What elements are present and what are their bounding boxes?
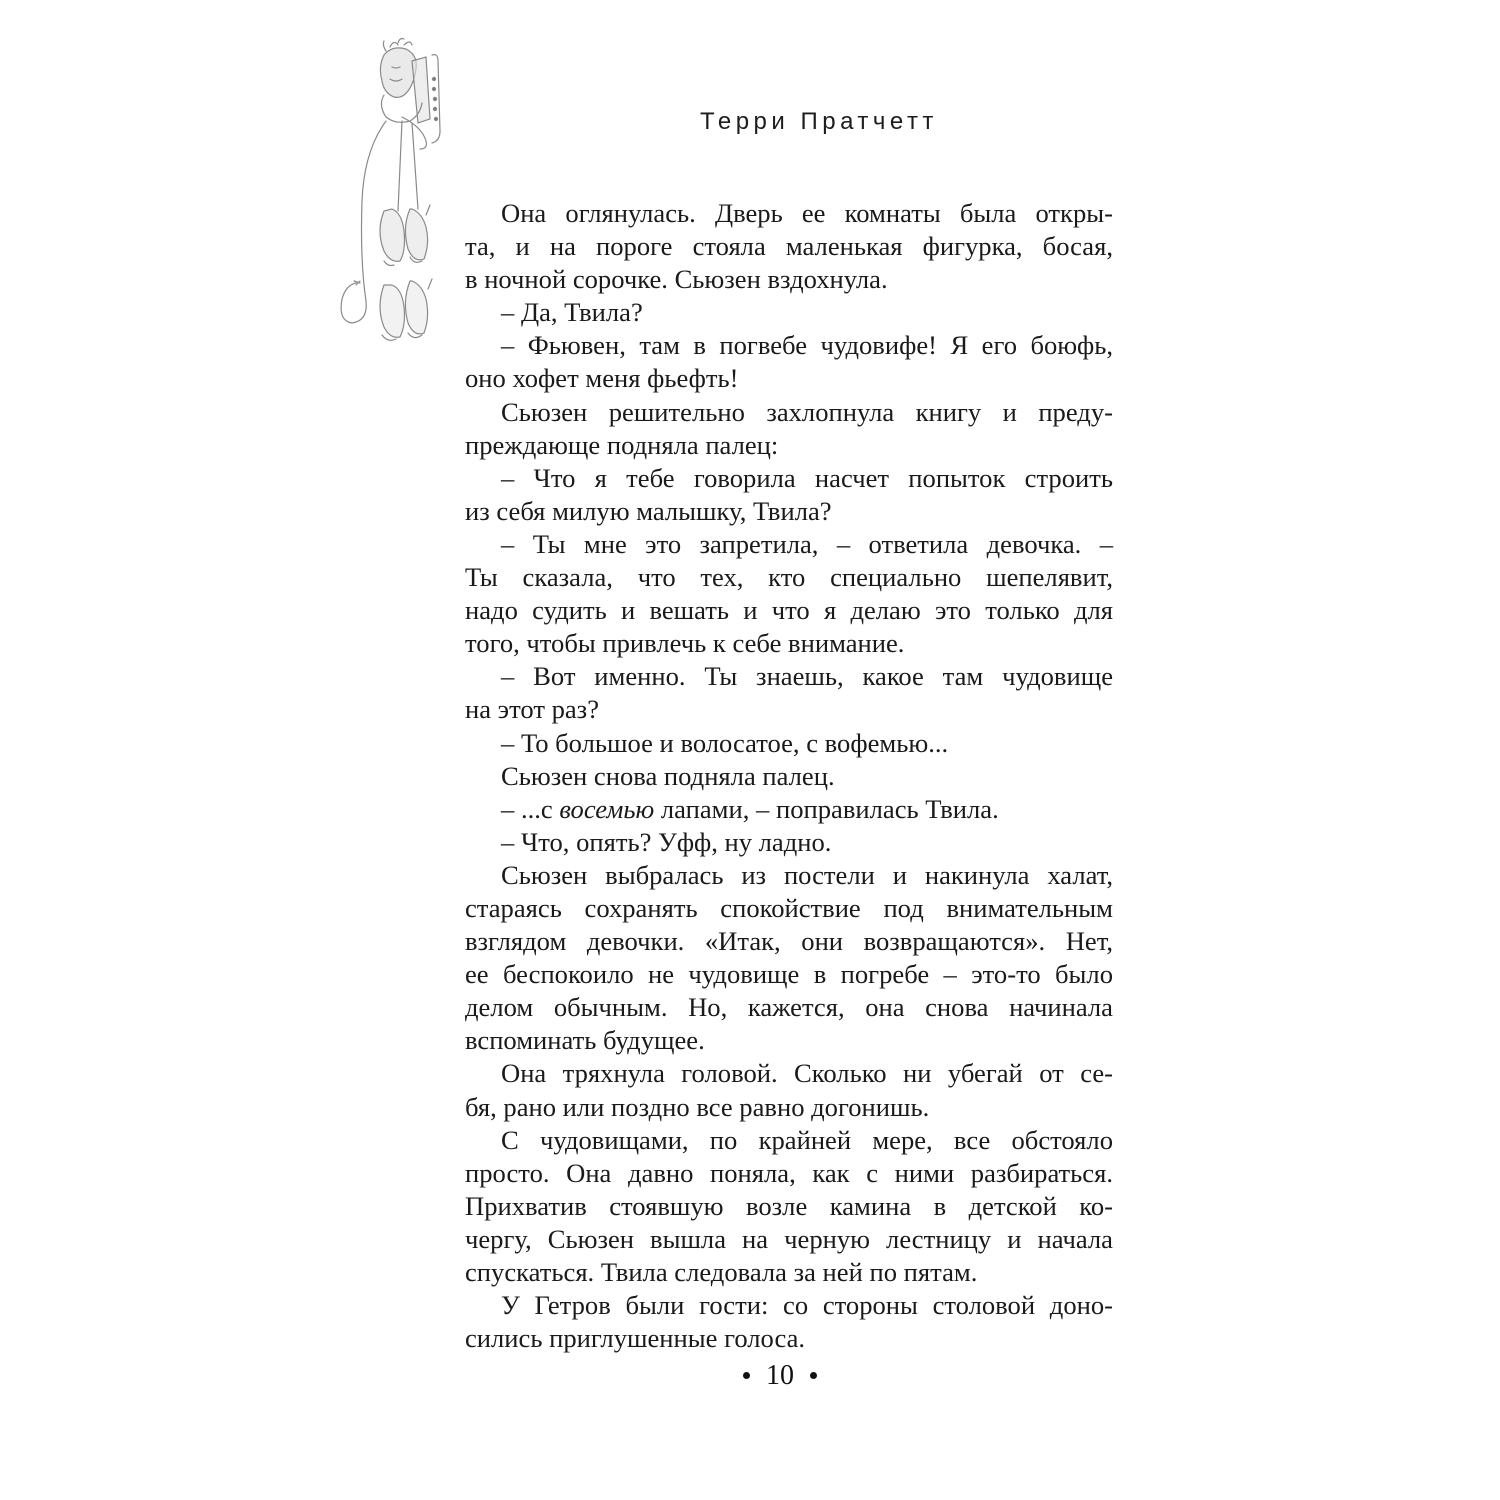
text-line: Она тряхнула головой. Сколько ни убегай от се- xyxy=(501,1058,1113,1089)
text-line: – Вот именно. Ты знаешь, какое там чудовище xyxy=(501,661,1113,692)
text-line: – Что, опять? Уфф, ну ладно. xyxy=(501,826,832,857)
text-line xyxy=(465,793,1113,826)
text-line: стараясь сохранять спокойствие под внимательным xyxy=(465,892,1113,923)
text-line: надо судить и вешать и что я делаю это только для xyxy=(465,595,1113,626)
text-line: У Гетров были гости: со стороны столовой доно- xyxy=(501,1290,1113,1321)
text-line: просто. Она давно поняла, как с ними разбираться. xyxy=(465,1157,1113,1188)
text-line: – Да, Твила? xyxy=(501,297,643,328)
text-line: спускаться. Твила следовала за ней по пятам. xyxy=(465,1257,978,1287)
text-line: Она оглянулась. Дверь ее комнаты была откры- xyxy=(501,198,1113,228)
italic-emphasis: восемью xyxy=(559,793,655,824)
text-line: ее беспокоило не чудовище в погребе – это-то было xyxy=(465,959,1113,990)
page-number xyxy=(700,1358,860,1394)
text-line: Прихватив стоявшую возле камина в детской ко- xyxy=(465,1190,1113,1221)
text-line: Ты сказала, что тех, кто специально шепелявит, xyxy=(465,562,1113,593)
text-line: Сьюзен выбралась из постели и накинула халат, xyxy=(501,859,1113,890)
sketch-figure-illustration-icon xyxy=(340,35,470,365)
text-run: лапами, – поправилась Твила. xyxy=(654,793,999,824)
text-line: из себя милую малышку, Твила? xyxy=(465,495,832,526)
text-line: преждающе подняла палец: xyxy=(465,429,779,460)
text-line: в ночной сорочке. Сьюзен вздохнула. xyxy=(465,264,888,295)
text-line: Сьюзен решительно захлопнула книгу и преду- xyxy=(501,396,1113,427)
text-line: того, чтобы привлечь к себе внимание. xyxy=(465,628,905,659)
text-run: – ...с xyxy=(501,793,560,824)
text-line: чергу, Сьюзен вышла на черную лестницу и начала xyxy=(465,1223,1113,1254)
body-text xyxy=(465,197,1113,1355)
text-line: делом обычным. Но, кажется, она снова начинала xyxy=(465,992,1113,1023)
text-line: С чудовищами, по крайней мере, все обстояло xyxy=(501,1124,1113,1155)
text-line: – Фьювен, там в погвебе чудовифе! Я его боюфь, xyxy=(501,330,1113,361)
text-line: та, и на пороге стояла маленькая фигурка, босая, xyxy=(465,231,1113,262)
text-line: сились приглушенные голоса. xyxy=(465,1323,806,1354)
running-head-author: Терри Пратчетт xyxy=(700,108,938,135)
text-line: – То большое и волосатое, с вофемью... xyxy=(501,727,949,758)
bullet-icon xyxy=(810,1372,817,1379)
text-line: Сьюзен снова подняла палец. xyxy=(501,760,835,791)
text-line: оно хофет меня фьефть! xyxy=(465,363,739,394)
text-line: на этот раз? xyxy=(465,694,599,725)
text-line: бя, рано или поздно все равно догонишь. xyxy=(465,1091,930,1122)
text-line: вспоминать будущее. xyxy=(465,1025,705,1056)
text-line: – Что я тебе говорила насчет попыток строить xyxy=(501,462,1113,493)
page-number-value: 10 xyxy=(766,1360,794,1391)
text-line: – Ты мне это запретила, – ответила девочка. – xyxy=(501,528,1113,559)
bullet-icon xyxy=(743,1372,750,1379)
text-line: взглядом девочки. «Итак, они возвращаются». Нет, xyxy=(465,926,1113,957)
